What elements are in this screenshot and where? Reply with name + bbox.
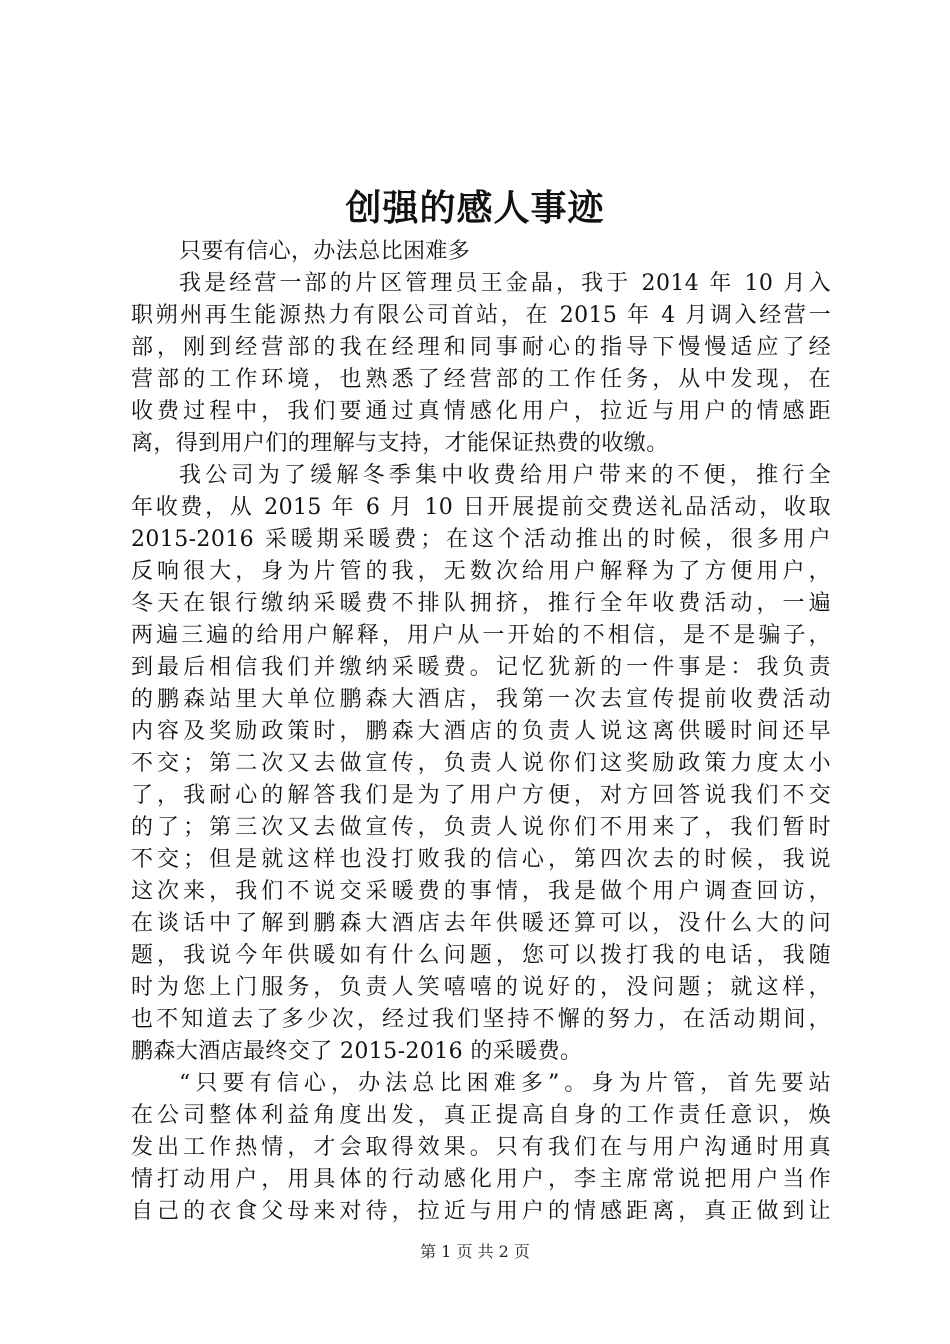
paragraph-line: 内容及奖励政策时，鹏森大酒店的负责人说这离供暖时间还早 (131, 719, 831, 744)
paragraph-line: 自己的衣食父母来对待，拉近与用户的情感距离，真正做到让 (131, 1199, 831, 1224)
paragraph-line: 职朔州再生能源热力有限公司首站，在 2015 年 4 月调入经营一 (131, 303, 831, 328)
document-body (131, 236, 831, 1228)
paragraph-line: 这次来，我们不说交采暖费的事情，我是做个用户调查回访， (131, 879, 831, 904)
paragraph-line: 两遍三遍的给用户解释，用户从一开始的不相信，是不是骗子， (131, 623, 831, 648)
paragraph-line: 不交；第二次又去做宣传，负责人说你们这奖励政策力度太小 (131, 751, 831, 776)
paragraph-line: 收费过程中，我们要通过真情感化用户，拉近与用户的情感距 (131, 399, 831, 424)
paragraph-line: 我是经营一部的片区管理员王金晶，我于 2014 年 10 月入 (179, 271, 831, 296)
paragraph-line: 离，得到用户们的理解与支持，才能保证热费的收缴。 (131, 431, 669, 456)
document-title: 创强的感人事迹 (345, 187, 605, 229)
page-number-label: 第 1 页 共 2 页 (420, 1242, 530, 1261)
paragraph-line: 年收费，从 2015 年 6 月 10 日开展提前交费送礼品活动，收取 (131, 495, 831, 520)
page-footer (0, 1240, 950, 1264)
paragraph-line: 了，我耐心的解答我们是为了用户方便，对方回答说我们不交 (131, 783, 831, 808)
paragraph-line: 鹏森大酒店最终交了 2015-2016 的采暖费。 (131, 1039, 583, 1064)
paragraph-line: 时为您上门服务，负责人笑嘻嘻的说好的，没问题；就这样， (131, 975, 831, 1000)
paragraph-line: 部，刚到经营部的我在经理和同事耐心的指导下慢慢适应了经 (131, 335, 831, 360)
paragraph-line: 到最后相信我们并缴纳采暖费。记忆犹新的一件事是：我负责 (131, 655, 831, 680)
paragraph-line: 不交；但是就这样也没打败我的信心，第四次去的时候，我说 (131, 847, 831, 872)
paragraph-line: 题，我说今年供暖如有什么问题，您可以拨打我的电话，我随 (131, 943, 831, 968)
paragraph-line: 营部的工作环境，也熟悉了经营部的工作任务，从中发现，在 (131, 367, 831, 392)
paragraph-line: 发出工作热情，才会取得效果。只有我们在与用户沟通时用真 (131, 1135, 831, 1160)
paragraph-line: 的鹏森站里大单位鹏森大酒店，我第一次去宣传提前收费活动 (131, 687, 831, 712)
paragraph-line: 也不知道去了多少次，经过我们坚持不懈的努力，在活动期间， (131, 1007, 831, 1032)
paragraph-line: 在公司整体利益角度出发，真正提高自身的工作责任意识，焕 (131, 1103, 831, 1128)
paragraph-line: 在谈话中了解到鹏森大酒店去年供暖还算可以，没什么大的问 (131, 911, 831, 936)
paragraph-line: 冬天在银行缴纳采暖费不排队拥挤，推行全年收费活动，一遍 (131, 591, 831, 616)
paragraph-line: “只要有信心，办法总比困难多”。身为片管，首先要站 (179, 1071, 831, 1096)
paragraph-line: 反响很大，身为片管的我，无数次给用户解释为了方便用户， (131, 559, 831, 584)
paragraph-line: 的了；第三次又去做宣传，负责人说你们不用来了，我们暂时 (131, 815, 831, 840)
paragraph-line: 我公司为了缓解冬季集中收费给用户带来的不便，推行全 (179, 463, 831, 488)
paragraph-line: 情打动用户，用具体的行动感化用户，李主席常说把用户当作 (131, 1167, 831, 1192)
paragraph-line: 2015-2016 采暖期采暖费；在这个活动推出的时候，很多用户 (131, 527, 831, 552)
subtitle-line: 只要有信心，办法总比困难多 (179, 239, 471, 264)
